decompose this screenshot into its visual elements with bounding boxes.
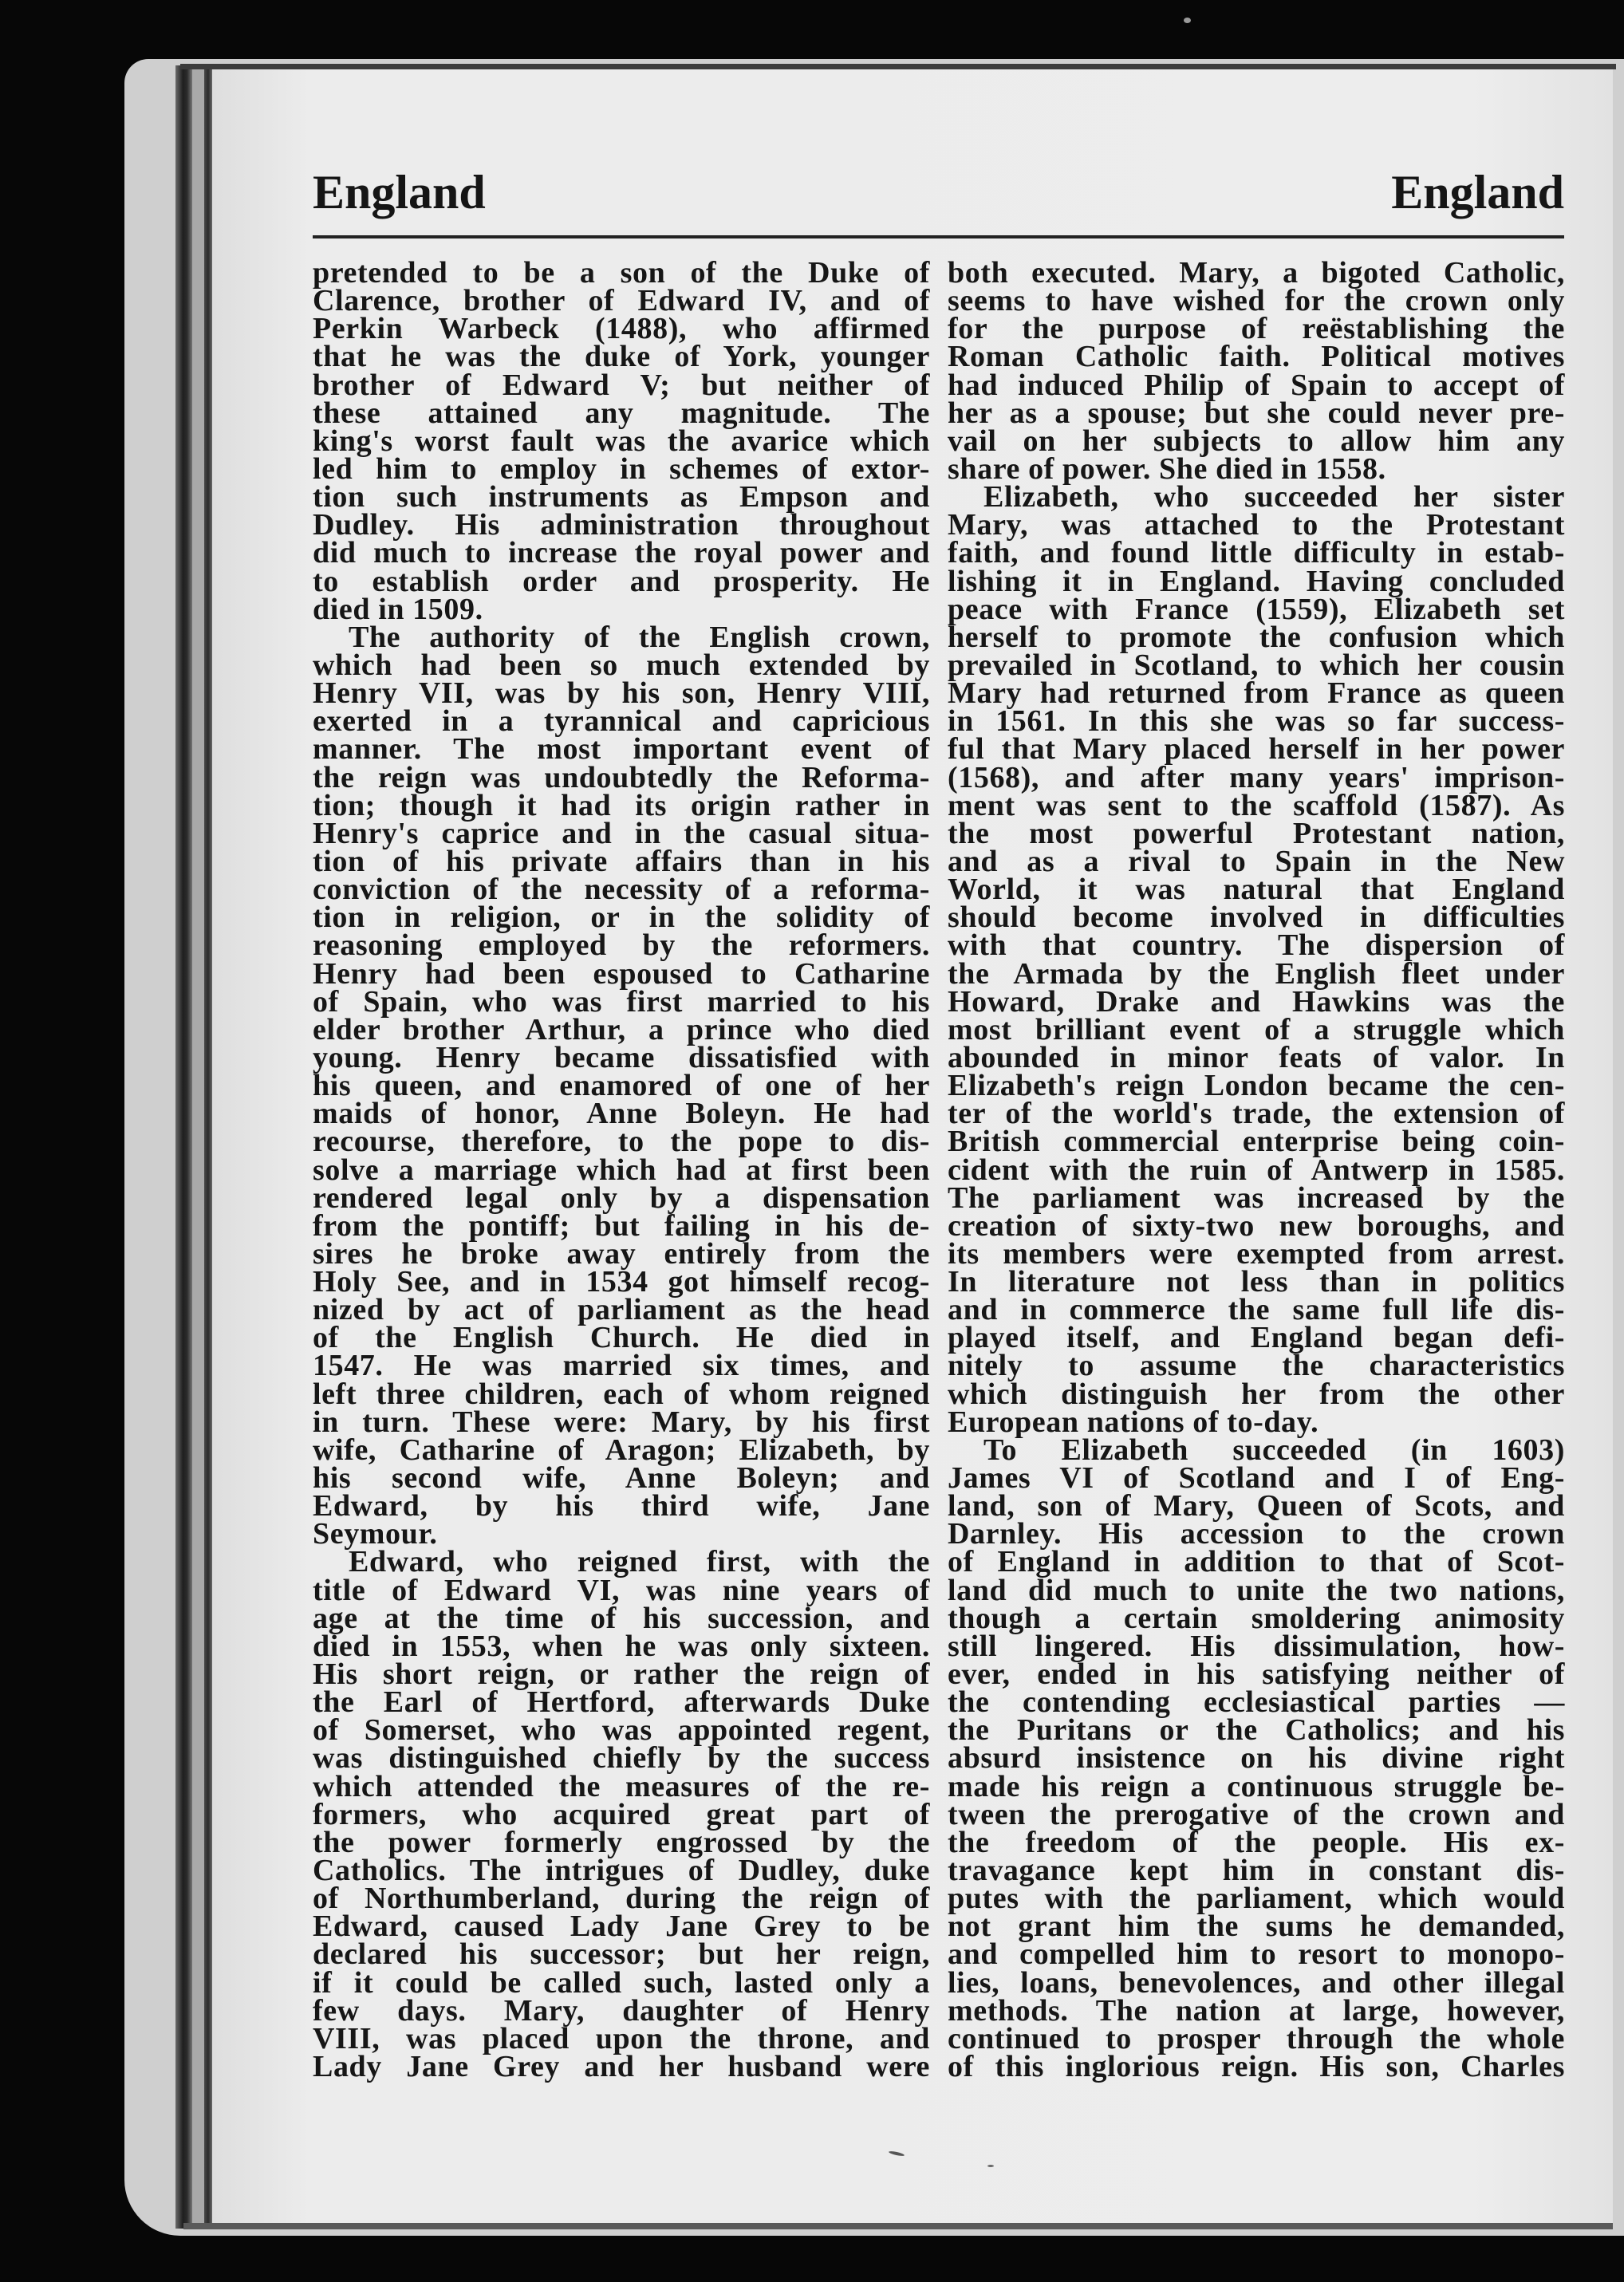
text-line: The parliament was increased by the xyxy=(948,1180,1565,1215)
text-line: cident with the ruin of Antwerp in 1585. xyxy=(948,1153,1565,1187)
text-line: exerted in a tyrannical and capricious xyxy=(313,704,930,739)
text-line: Edward, caused Lady Jane Grey to be xyxy=(313,1910,930,1944)
text-line: land did much to unite the two nations, xyxy=(948,1573,1565,1607)
text-line: tion of his private affairs than in his xyxy=(313,844,930,878)
text-line: died in 1553, when he was only sixteen. xyxy=(313,1629,930,1663)
text-line: with that country. The dispersion of xyxy=(948,928,1565,963)
text-line: faith, and found little difficulty in estab- xyxy=(948,536,1565,570)
text-line: absurd insistence on his divine right xyxy=(948,1741,1565,1776)
paragraph xyxy=(948,1433,1565,2083)
text-line: its members were exempted from arrest. xyxy=(948,1236,1565,1271)
paragraph xyxy=(313,1545,930,2083)
text-line: VIII, was placed upon the throne, and xyxy=(313,2021,930,2055)
text-line: (1568), and after many years' imprison- xyxy=(948,760,1565,794)
text-line: peace with France (1559), Elizabeth set xyxy=(948,592,1565,626)
text-line: led him to employ in schemes of extor- xyxy=(313,451,930,486)
text-line: and compelled him to resort to monopo- xyxy=(948,1937,1565,1972)
text-line: the Puritans or the Catholics; and his xyxy=(948,1713,1565,1748)
text-line: rendered legal only by a dispensation xyxy=(313,1180,930,1215)
text-line: Roman Catholic faith. Political motives xyxy=(948,340,1565,374)
text-line: Catholics. The intrigues of Dudley, duke xyxy=(313,1854,930,1888)
left-column xyxy=(313,256,930,2083)
text-line: brother of Edward V; but neither of xyxy=(313,368,930,402)
text-line: sires he broke away entirely from the xyxy=(313,1236,930,1271)
text-line: Seymour. xyxy=(313,1517,438,1551)
text-line: and in commerce the same full life dis- xyxy=(948,1293,1565,1327)
text-line: few days. Mary, daughter of Henry xyxy=(313,1993,930,2028)
text-line: young. Henry became dissatisfied with xyxy=(313,1040,930,1074)
text-line: Henry's caprice and in the casual situa- xyxy=(313,816,930,850)
text-line: that he was the duke of York, younger xyxy=(313,340,930,374)
text-line: 1547. He was married six times, and xyxy=(313,1349,930,1383)
text-line: played itself, and England began defi- xyxy=(948,1321,1565,1355)
text-line: vail on her subjects to allow him any xyxy=(948,424,1565,458)
text-line: his second wife, Anne Boleyn; and xyxy=(313,1461,930,1496)
text-line: ever, ended in his satisfying neither of xyxy=(948,1657,1565,1692)
text-line: was distinguished chiefly by the success xyxy=(313,1741,930,1776)
text-line: Howard, Drake and Hawkins was the xyxy=(948,984,1565,1019)
text-line: World, it was natural that England xyxy=(948,873,1565,907)
text-line: did much to increase the royal power and xyxy=(313,536,930,570)
text-line: of Spain, who was first married to his xyxy=(313,984,930,1019)
page-top-edge xyxy=(180,64,1616,69)
text-line: Elizabeth's reign London became the cen- xyxy=(948,1069,1565,1103)
text-line: which had been so much extended by xyxy=(313,648,930,682)
text-line: lishing it in England. Having concluded xyxy=(948,564,1565,598)
text-line: the freedom of the people. His ex- xyxy=(948,1825,1565,1859)
scan-speck xyxy=(1184,18,1191,23)
text-line: elder brother Arthur, a prince who died xyxy=(313,1012,930,1046)
text-line: in 1561. In this she was so far success- xyxy=(948,704,1565,739)
text-line: James VI of Scotland and I of Eng- xyxy=(948,1461,1565,1496)
paragraph xyxy=(313,620,930,1551)
text-line: Mary had returned from France as queen xyxy=(948,676,1565,711)
text-line: the power formerly engrossed by the xyxy=(313,1825,930,1859)
text-line: ful that Mary placed herself in her power xyxy=(948,732,1565,767)
text-line: of this inglorious reign. His son, Charles xyxy=(948,2050,1565,2083)
text-line: of Somerset, who was appointed regent, xyxy=(313,1713,930,1748)
text-line: Mary, was attached to the Protestant xyxy=(948,508,1565,542)
text-line: of the English Church. He died in xyxy=(313,1321,930,1355)
text-line: made his reign a continuous struggle be- xyxy=(948,1769,1565,1803)
text-line: manner. The most important event of xyxy=(313,732,930,767)
text-line: Henry VII, was by his son, Henry VIII, xyxy=(313,676,930,711)
text-line: tion; though it had its origin rather in xyxy=(313,788,930,822)
text-line: his queen, and enamored of one of her xyxy=(313,1069,930,1103)
text-line: Holy See, and in 1534 got himself recog- xyxy=(313,1265,930,1299)
text-line: left three children, each of whom reigned xyxy=(313,1377,930,1411)
text-line: should become involved in difficulties xyxy=(948,901,1565,935)
text-line: putes with the parliament, which would xyxy=(948,1882,1565,1916)
text-line: Edward, who reigned first, with the xyxy=(349,1545,930,1579)
text-line: methods. The nation at large, however, xyxy=(948,1993,1565,2028)
binding-line xyxy=(204,69,212,2225)
paragraph xyxy=(948,480,1565,1439)
text-line: formers, who acquired great part of xyxy=(313,1797,930,1831)
text-line: Elizabeth, who succeeded her sister xyxy=(983,480,1565,514)
text-line: not grant him the sums he demanded, xyxy=(948,1910,1565,1944)
text-line: the Armada by the English fleet under xyxy=(948,956,1565,991)
text-line: travagance kept him in constant dis- xyxy=(948,1854,1565,1888)
text-line: land, son of Mary, Queen of Scots, and xyxy=(948,1489,1565,1523)
text-line: still lingered. His dissimulation, how- xyxy=(948,1629,1565,1663)
text-line: from the pontiff; but failing in his de- xyxy=(313,1208,930,1243)
text-line: which attended the measures of the re- xyxy=(313,1769,930,1803)
text-line: of Northumberland, during the reign of xyxy=(313,1882,930,1916)
text-line: Clarence, brother of Edward IV, and of xyxy=(313,284,930,318)
text-line: to establish order and prosperity. He xyxy=(313,564,930,598)
text-line: Dudley. His administration throughout xyxy=(313,508,930,542)
text-line: though a certain smoldering animosity xyxy=(948,1601,1565,1635)
text-line: British commercial enterprise being coin- xyxy=(948,1125,1565,1159)
text-line: The authority of the English crown, xyxy=(349,620,930,654)
text-line: lies, loans, benevolences, and other illegal xyxy=(948,1965,1565,2000)
text-line: both executed. Mary, a bigoted Catholic, xyxy=(948,256,1565,290)
text-line: prevailed in Scotland, to which her cousin xyxy=(948,648,1565,682)
text-line: To Elizabeth succeeded (in 1603) xyxy=(983,1433,1565,1467)
text-line: conviction of the necessity of a reforma- xyxy=(313,873,930,907)
text-line: reasoning employed by the reformers. xyxy=(313,928,930,963)
text-line: pretended to be a son of the Duke of xyxy=(313,256,930,290)
text-line: continued to prosper through the whole xyxy=(948,2021,1565,2055)
text-line: recourse, therefore, to the pope to dis- xyxy=(313,1125,930,1159)
text-line: In literature not less than in politics xyxy=(948,1265,1565,1299)
text-line: most brilliant event of a struggle which xyxy=(948,1012,1565,1046)
paragraph xyxy=(313,256,930,626)
text-line: tion in religion, or in the solidity of xyxy=(313,901,930,935)
header-rule xyxy=(313,235,1564,238)
running-head-right: England xyxy=(1391,166,1564,219)
text-line: king's worst fault was the avarice which xyxy=(313,424,930,458)
text-line: herself to promote the confusion which xyxy=(948,620,1565,654)
text-line: in turn. These were: Mary, by his first xyxy=(313,1405,930,1439)
text-line: European nations of to-day. xyxy=(948,1405,1319,1439)
text-line: abounded in minor feats of valor. In xyxy=(948,1040,1565,1074)
text-line: maids of honor, Anne Boleyn. He had xyxy=(313,1097,930,1131)
text-line: Darnley. His accession to the crown xyxy=(948,1517,1565,1551)
text-line: the Earl of Hertford, afterwards Duke xyxy=(313,1685,930,1720)
text-line: had induced Philip of Spain to accept of xyxy=(948,368,1565,402)
text-line: nitely to assume the characteristics xyxy=(948,1349,1565,1383)
text-line: her as a spouse; but she could never pre- xyxy=(948,396,1565,430)
text-line: which distinguish her from the other xyxy=(948,1377,1565,1411)
text-line: His short reign, or rather the reign of xyxy=(313,1657,930,1692)
binding-strip xyxy=(192,69,204,2225)
text-line: tween the prerogative of the crown and xyxy=(948,1797,1565,1831)
text-line: seems to have wished for the crown only xyxy=(948,284,1565,318)
text-line: ter of the world's trade, the extension of xyxy=(948,1097,1565,1131)
text-line: Lady Jane Grey and her husband were xyxy=(313,2050,930,2083)
text-line: of England in addition to that of Scot- xyxy=(948,1545,1565,1579)
text-line: ment was sent to the scaffold (1587). As xyxy=(948,788,1565,822)
right-column xyxy=(948,256,1565,2083)
text-line: and as a rival to Spain in the New xyxy=(948,844,1565,878)
text-line: these attained any magnitude. The xyxy=(313,396,930,430)
paragraph xyxy=(948,256,1565,486)
text-line: age at the time of his succession, and xyxy=(313,1601,930,1635)
text-line: Henry had been espoused to Catharine xyxy=(313,956,930,991)
text-line: Edward, by his third wife, Jane xyxy=(313,1489,930,1523)
text-line: solve a marriage which had at first been xyxy=(313,1153,930,1187)
running-head-left: England xyxy=(313,166,486,219)
text-line: declared his successor; but her reign, xyxy=(313,1937,930,1972)
text-line: the contending ecclesiastical parties — xyxy=(948,1685,1565,1720)
binding-shadow xyxy=(175,65,192,2229)
text-line: died in 1509. xyxy=(313,592,483,626)
text-line: for the purpose of reëstablishing the xyxy=(948,312,1565,346)
scan-speck xyxy=(987,2165,994,2167)
text-line: wife, Catharine of Aragon; Elizabeth, by xyxy=(313,1433,930,1467)
text-line: if it could be called such, lasted only a xyxy=(313,1965,930,2000)
text-line: the reign was undoubtedly the Reforma- xyxy=(313,760,930,794)
text-line: share of power. She died in 1558. xyxy=(948,451,1386,486)
text-line: title of Edward VI, was nine years of xyxy=(313,1573,930,1607)
page-bottom-edge xyxy=(183,2223,1613,2229)
text-line: nized by act of parliament as the head xyxy=(313,1293,930,1327)
text-line: creation of sixty-two new boroughs, and xyxy=(948,1208,1565,1243)
text-line: Perkin Warbeck (1488), who affirmed xyxy=(313,312,930,346)
text-line: tion such instruments as Empson and xyxy=(313,480,930,514)
text-line: the most powerful Protestant nation, xyxy=(948,816,1565,850)
